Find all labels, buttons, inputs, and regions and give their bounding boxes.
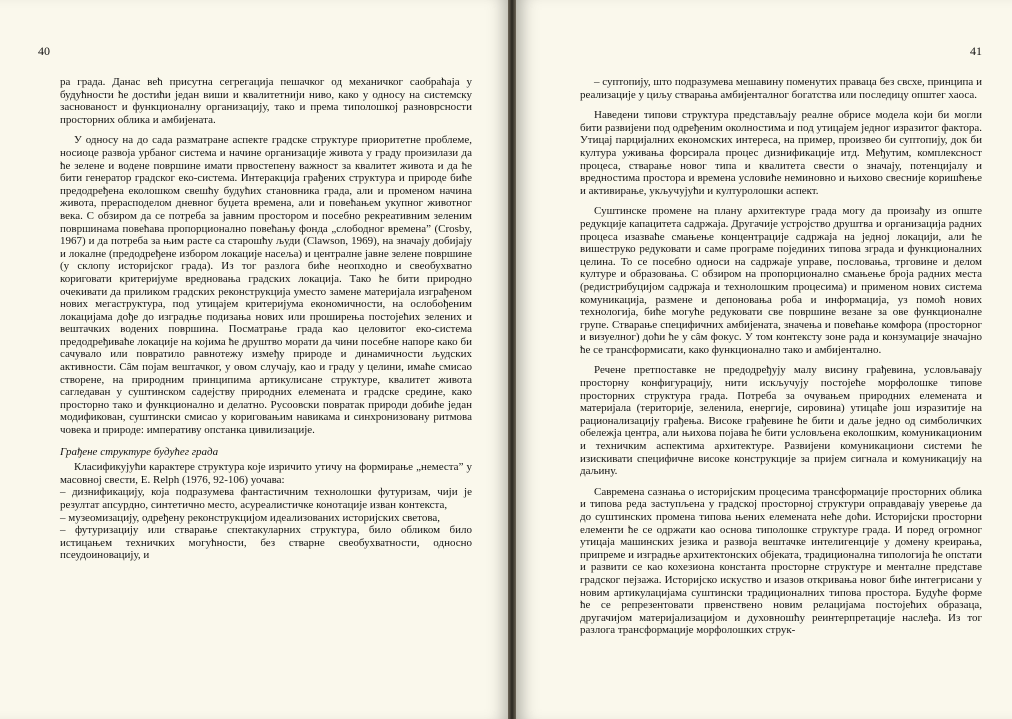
paragraph: Наведени типови структура представљају реалне обрисе модела који би могли бити развијени под одређеним околностима и под утицајем једног изразитог фактора. Утицај парцијалних економских интереса, на пример, произвео би суптопију, док би култура уживања форсирала процес дизнификације итд. Међутим, комплексност процеса, стварање новог типа и квалитета свести о значају, потенцијалу и вредностима простора и времена условиће неминовно и њихово свеснијe коришћење и активирање, укључујући и културолошки аспект. [580,109,982,197]
list-item: – музеомизацију, одређену реконструкцијом идеализованих историјских светова, [60,511,440,524]
paragraph: ра града. Данас већ присутна сегрегација пешачког од механичког саобраћаја у будућности ће достићи један виши и квалитетнији ниво, како у односу на системску заснованост и функционалну организацију, тако и према типолошкој разноврсности просторних облика и амбијената. [60,76,472,126]
paragraph: – суптопију, што подразумева мешавину поменутих праваца без свсхе, принципа и реализације у циљу стварања амбијенталног богатства или последицу општег хаоса. [580,76,982,101]
paragraph: У односу на до сада разматране аспекте градске структуре приоритетне проблеме, носиоце развоја урбаног система и начине организације живота у граду произилази да ће зелене и водене површине имати првостепену важност за квалитет живота и да ће бити генератор градског еко-система. Интеракција грађених структура и природе биће предодређена еколошком свешћу будућих становника града, али и променом начина живота, прерасподелом дневног буџета времена, али и повећањем укупног животног века. С обзиром да се потреба за јавним простором и посебно рекреативним зеленим површинама повећава пропорционално повећању фонда „слободног времена” (Crosby, 1967) и да потреба за њим расте са старошћу људи (Clawson, 1969), на значају добијају и локалне (предодређене избором локације насеља) и централне јавне зелене површине (у склопу историјског града). Из тог разлога биће неопходно и свеобухватно кориговати критеријуме вредновања градских локација. Тако ће бити природно очекивати да приликом градских реконструкција уместо замене материјала изграђеном нових мегаструктура, под утицајем критеријума економичности, на ослобођеним локацијама дође до изградње подизања нових или проширења постојећих зелених и вештачких водених површина. Посматрање града као целовитог еко-система предодређиваће локације на којима ће друштво морати да чини посебне напоре како би сачувало или повратило равнотежу између природе и динамичности људских активности. Сâм појам вештачког, у овом случају, као и граду у целини, имаће смисао створене, на природним принципима артикулисане структуре, квалитет живота сагледаван у суштинском садејству природних елемената и градске средине, како просторно тако и функционално и делатно. Русоовски повратак природи добиће један модификован, суштински смисао у кориговањим навикама и синхронизовану ритмова човека и природе: императиву опстанка цивилизације. [60,134,472,437]
page-number-right: 41 [970,44,982,58]
paragraph: Класификујући карактере структура које изричито утичу на формирање „неместа” у масовној свести, E. Relph (1976, 92-106) уочава: [60,461,472,486]
list-item: – дизнификацију, која подразумева фантастичним технолошки футуризам, чији је резултат апсурдно, синтетично место, асуреалистичке конотације изван контекста, [60,486,472,511]
right-page-text [580,76,982,637]
page-number-left: 40 [38,44,50,58]
paragraph: Суштинске промене на плану архитектуре града могу да произађу из опште редукције капацитета садржаја. Другачије устројство друштва и организација радних процеса изазваће смањење концентрације садржаја на једној локацији, али ће вишеструко редуковати и саме програме појединих типова зграда и функционалних целина. То се посебно односи на садржаје управе, пословања, трговине и делом културе и образовања. С обзиром на пропорционално смањење броја радних места (редистрибуцијом садржаја и технолошким процесима) и применом нових система комуникација, размене и депоновања роба и информација, уз помоћ нових технологија, биће могуће редуковати све површине везане за ове функционалне групе. Стварање специфичних амбијената, значења и повећање комфора (просторног и визуелног) доћи ће у сâм фокус. У том контексту зоне рада и конзумације значајно ће се трансформисати, како функционално тако и амбијентално. [580,205,982,356]
paragraph: Речене претпоставке не предодређују малу висину грађевина, условљавају просторну конфигурацију, нити искључују постојеће морфолошке типове просторних структура града. Потреба за очувањем природних елемената и материјала (територије, зеленила, енергије, сировина) утицаће још изразитије на рационализацију грађења. Високе грађевине ће бити и даље једно од симболичких обележја центра, али њихова појава ће бити условљена еколошким, комуникационим и техничким аспектима архитектуре. Развијени комуникациони системи ће изискивати специфичне високе конструкције за пријем сигнала и комуникацију на даљину. [580,364,982,478]
right-page [516,0,1012,719]
paragraph: Савремена сазнања о историјским процесима трансформације просторних облика и типова реда заступљена у градској просторној структури оправдавају уверење да до суштинских промена типова њених елемената неће доћи. Историјски просторни елементи ће се одржати као основа типолошке структуре града. И поред огромног утицаја машинских језика и развоја вештачке интелигенције у домену креирања, припреме и изградње архитектонских објеката, традиционална типологија ће опстати и развити се као кохезиона константа просторне структуре и менталне представе градског пејзажа. Историјско искуство и изазов откривања новог биће интегрисани у новим артикулацијама суштински традиционалних типова простора. Будуће форме ће се репрезентовати првенствено новим релацијама постојећих образаца, другачијом материјализацијом и духовношћу реинтерпретације наслеђа. Из тог разлога трансформације морфолошких струк- [580,485,982,637]
left-page-text [60,76,472,562]
section-heading: Грађене структуре будућег града [60,445,219,458]
list-item: – футуризацију или стварање спектакуларних структура, било обликом било истицањем техничких могућности, без стварне свеобухватности, односно псеудоиновацију, и [60,524,472,562]
book-gutter [508,0,516,719]
